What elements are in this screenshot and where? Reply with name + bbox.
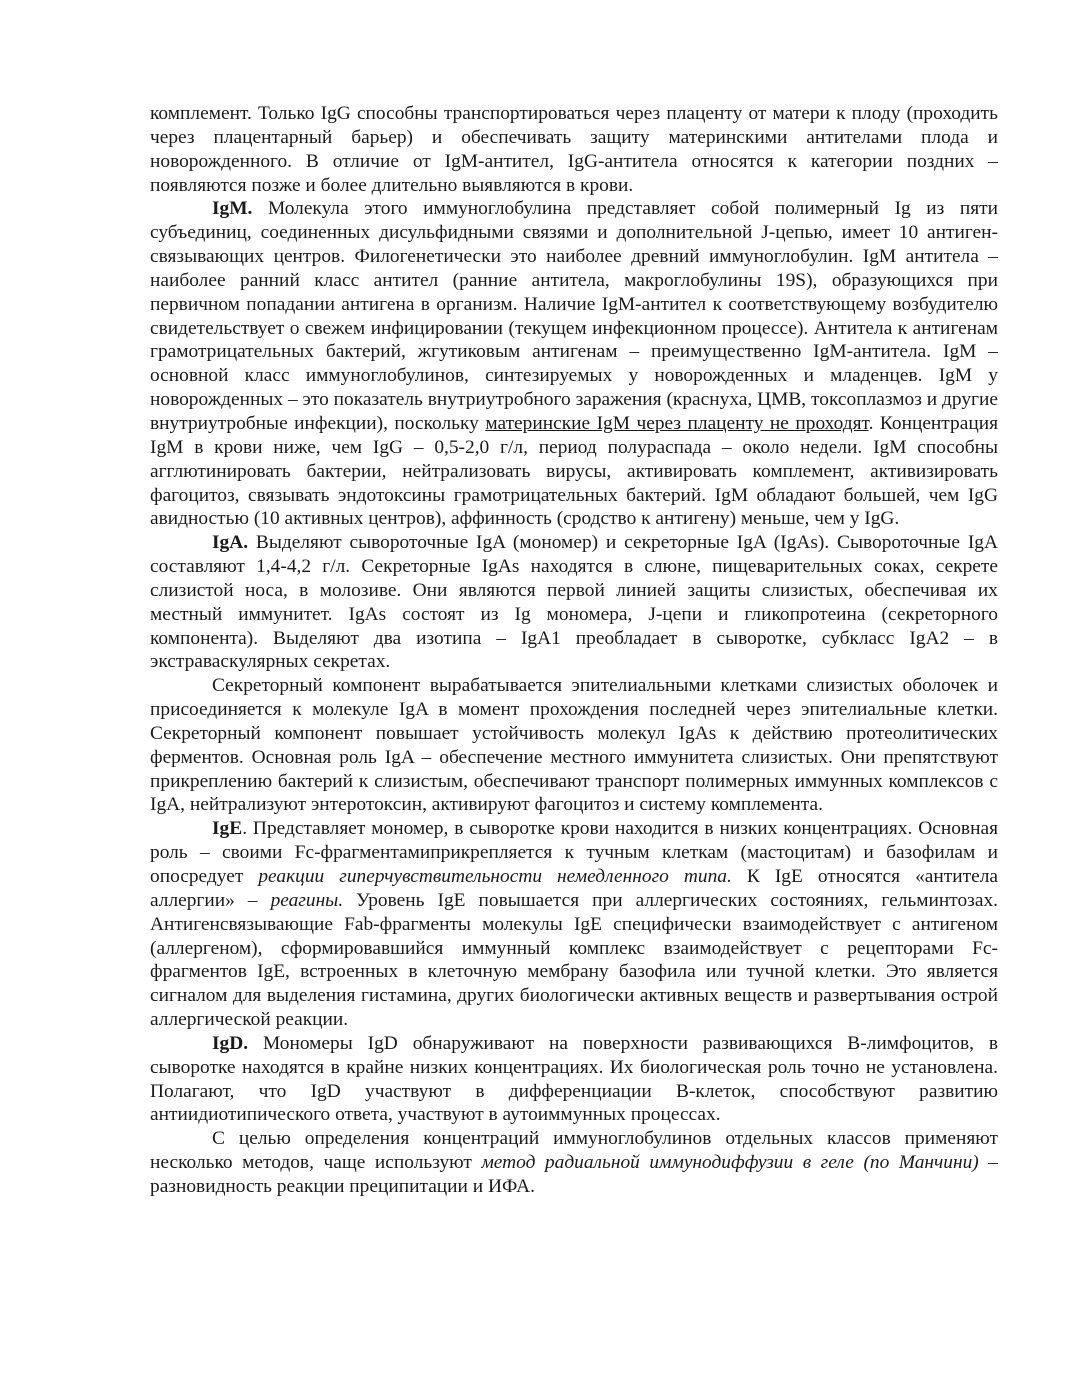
italic-phrase: метод радиальной иммунодиффузии в геле (по Манчини) <box>481 1152 979 1174</box>
text-run: Уровень IgE повышается при аллергических состояниях, гельминтозах. Антигенсвязывающие Fab-фрагменты молекулы IgE специфически взаимодействует с антигеном (аллергеном), сформировавшийся иммунный комплекс взаимодействует с рецепторами Fc-фрагментов IgE, встроенных в клеточную мембрану базофила или тучной клетки. Это является сигналом для выделения гистамина, других биологически активных веществ и развертывания острой аллергической реакции. <box>150 889 998 1031</box>
text-run: Молекула этого иммуноглобулина представляет собой полимерный Ig из пяти субъединиц, соединенных дисульфидными связями и дополнительной J-цепью, имеет 10 антиген-связывающих центров. Филогенетически это наиболее древний иммуноглобулин. IgM антитела – наиболее ранний класс антител (ранние антитела, макроглобулины 19S), образующихся при первичном попадании антигена в организм. Наличие IgM-антител к соответствующему возбудителю свидетельствует о свежем инфицировании (текущем инфекционном процессе). Антитела к антигенам грамотрицательных бактерий, жгутиковым антигенам – преимущественно IgM-антитела. IgM – основной класс иммуноглобулинов, синтезируемых у новорожденных и младенцев. IgM у новорожденных – это показатель внутриутробного заражения (краснуха, ЦМВ, токсоплазмоз и другие внутриутробные инфекции), поскольку <box>150 198 998 434</box>
text-run: – разновидность реакции преципитации и ИФА. <box>150 1152 999 1197</box>
paragraph-methods <box>150 1127 998 1199</box>
text-run: С целью определения концентраций иммуноглобулинов отдельных классов применяют несколько методов, чаще используют <box>150 1128 998 1174</box>
underlined-phrase: материнские IgM через плаценту не проходят <box>485 412 869 434</box>
text-run: Выделяют сывороточные IgA (мономер) и секреторные IgA (IgAs). Сывороточные IgA составляют 1,4-4,2 г/л. Секреторные IgAs находятся в слюне, пищеварительных соках, секрете слизистой носа, в молозиве. Они являются первой линией защиты слизистых, обеспечивая их местный иммунитет. IgAs состоят из Ig мономера, J-цепи и гликопротеина (секреторного компонента). Выделяют два изотипа – IgA1 преобладает в сыворотке, субкласс IgA2 – в экстраваскулярных секретах. <box>150 532 998 673</box>
text-run: . Концентрация IgM в крови ниже, чем IgG – 0,5-2,0 г/л, период полураспада – около недели. IgM способны агглютинировать бактерии, нейтрализовать вирусы, активировать комплемент, активизировать фагоцитоз, связывать эндотоксины грамотрицательных бактерий. IgM обладают большей, чем IgG авидностью (10 активных центров), аффинность (сродство к антигену) меньше, чем у IgG. <box>150 412 998 530</box>
italic-phrase: реагины. <box>270 889 344 911</box>
paragraph-igd <box>150 1032 998 1127</box>
paragraph-iga <box>150 531 998 674</box>
text-run: комплемент. Только IgG способны транспортироваться через плаценту от матери к плоду (проходить через плацентарный барьер) и обеспечивать защиту материнскими антителами плода и новорожденного. В отличие от IgM-антител, IgG-антитела относятся к категории поздних – появляются позже и более длительно выявляются в крови. <box>150 103 998 196</box>
text-run: К IgE относятся «антитела аллергии» – <box>150 866 999 911</box>
term-igd: IgD. <box>212 1032 249 1054</box>
term-iga: IgA. <box>212 532 249 554</box>
term-igm: IgM. <box>212 198 253 220</box>
paragraph-secretory-component <box>150 674 998 817</box>
text-run: . Представляет мономер, в сыворотке крови находится в низких концентрациях. Основная роль – своими Fc-фрагментамиприкрепляется к тучным клеткам (мастоцитам) и базофилам и опосредует <box>150 818 998 887</box>
paragraph-ige <box>150 817 998 1032</box>
text-run: Секреторный компонент вырабатывается эпителиальными клетками слизистых оболочек и присоединяется к молекуле IgA в момент прохождения последней через эпителиальные клетки. Секреторный компонент повышает устойчивость молекул IgAs к действию протеолитических ферментов. Основная роль IgA – обеспечение местного иммунитета слизистых. Они препятствуют прикреплению бактерий к слизистым, обеспечивают транспорт полимерных иммунных комплексов с IgA, нейтрализуют энтеротоксин, активируют фагоцитоз и систему комплемента. <box>150 675 998 816</box>
paragraph-igg-continuation <box>150 102 998 197</box>
paragraph-igm <box>150 197 998 531</box>
italic-phrase: реакции гиперчувствительности немедленного типа. <box>258 866 732 887</box>
text-run: Мономеры IgD обнаруживают на поверхности развивающихся В-лимфоцитов, в сыворотке находятся в крайне низких концентрациях. Их биологическая роль точно не установлена. Полагают, что IgD участвуют в дифференциации В-клеток, способствуют развитию антиидиотипического ответа, участвуют в аутоиммунных процессах. <box>150 1032 998 1126</box>
document-page <box>150 102 998 1199</box>
term-ige: IgE <box>212 818 243 840</box>
